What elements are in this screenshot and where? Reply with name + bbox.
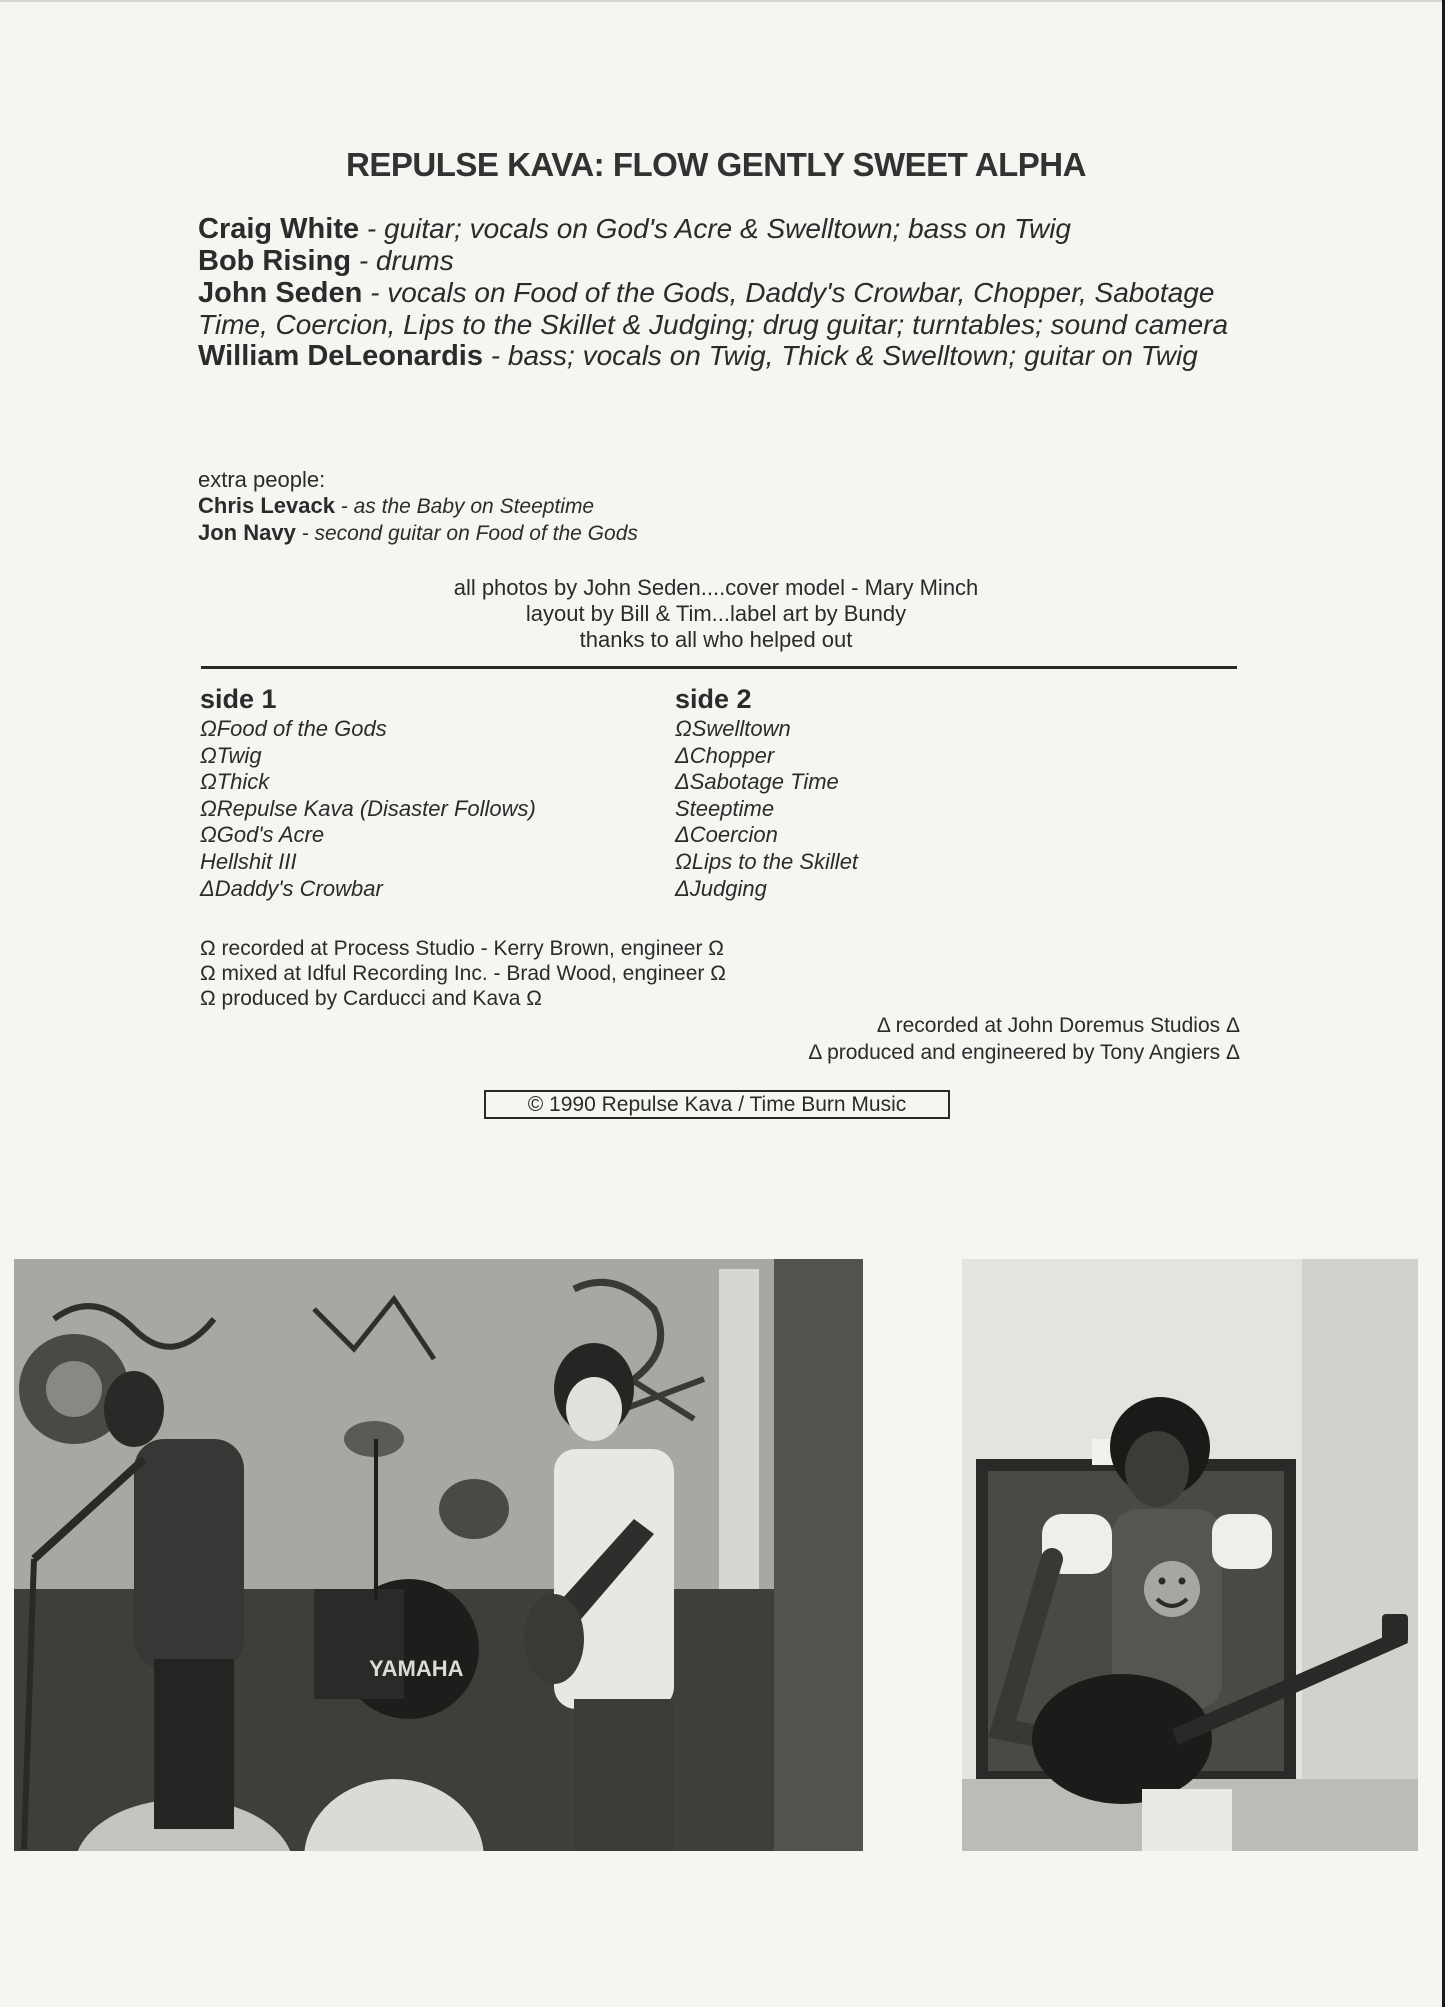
album-title: REPULSE KAVA: FLOW GENTLY SWEET ALPHA <box>346 146 1086 183</box>
extra-name: Jon Navy <box>198 520 296 545</box>
note-line: Δ recorded at John Doremus Studios Δ <box>876 1014 1240 1037</box>
drum-brand-text: YAMAHA <box>369 1656 464 1681</box>
note-line: Ω mixed at Idful Recording Inc. - Brad Wood, engineer Ω <box>200 962 726 985</box>
track-item: ΔDaddy's Crowbar <box>200 875 383 901</box>
credit-line: layout by Bill & Tim...label art by Bundy <box>525 601 907 626</box>
credit-line: thanks to all who helped out <box>579 627 853 652</box>
track-item: ΔChopper <box>675 742 775 768</box>
band-credits <box>198 213 1258 372</box>
track-item: ΩRepulse Kava (Disaster Follows) <box>200 795 536 821</box>
track-item: ΩLips to the Skillet <box>675 848 859 874</box>
member-credit <box>198 340 1258 372</box>
member-name: Craig White <box>198 213 360 245</box>
band-live-photo-drawing <box>14 1259 863 1851</box>
member-name: William DeLeonardis <box>198 340 483 372</box>
member-credit <box>198 213 1258 245</box>
track-item: ΔCoercion <box>675 822 778 848</box>
extra-people <box>198 467 1098 547</box>
member-role: - drums <box>351 245 454 276</box>
extra-credit <box>198 493 1098 520</box>
extra-role: - second guitar on Food of the Gods <box>295 522 638 545</box>
guitarist-photo <box>962 1259 1418 1851</box>
member-role: - vocals on Food of the Gods, Daddy's Crowbar, Chopper, Sabotage Time, Coercion, Lips to the Skillet & Judging; drug guitar; turntables; sound camera <box>198 277 1229 340</box>
track-item: Hellshit III <box>200 848 297 874</box>
recording-notes-delta <box>640 1012 1240 1066</box>
member-name: John Seden <box>198 277 363 309</box>
track-item: Steeptime <box>675 795 775 821</box>
extra-role: - as the Baby on Steeptime <box>334 495 595 518</box>
track-item: ΔJudging <box>675 875 767 901</box>
credit-line: all photos by John Seden....cover model - Mary Minch <box>453 575 979 600</box>
photo-layout-credits <box>0 575 1432 653</box>
note-line: Ω recorded at Process Studio - Kerry Brown, engineer Ω <box>200 937 724 960</box>
extra-name: Chris Levack <box>198 493 335 518</box>
extra-credit <box>198 520 1098 547</box>
divider-rule <box>201 666 1237 669</box>
track-item: ΔSabotage Time <box>675 769 839 795</box>
member-credit <box>198 245 1258 277</box>
side-2-tracklist <box>675 684 1115 902</box>
track-item: ΩThick <box>200 769 270 795</box>
member-role: - bass; vocals on Twig, Thick & Swelltown; guitar on Twig <box>482 340 1198 371</box>
side-title: side 1 <box>200 684 277 714</box>
member-role: - guitar; vocals on God's Acre & Swelltown; bass on Twig <box>359 213 1071 244</box>
track-item: ΩSwelltown <box>675 716 791 741</box>
extra-people-heading: extra people: <box>198 467 326 492</box>
member-credit <box>198 277 1258 340</box>
note-line: Ω produced by Carducci and Kava Ω <box>200 987 542 1010</box>
guitarist-photo-drawing <box>962 1259 1418 1851</box>
track-item: ΩGod's Acre <box>200 822 325 848</box>
recording-notes-omega <box>200 936 900 1011</box>
copyright-box: © 1990 Repulse Kava / Time Burn Music <box>484 1090 950 1119</box>
track-item: ΩTwig <box>200 742 262 768</box>
track-item: ΩFood of the Gods <box>200 716 387 741</box>
member-name: Bob Rising <box>198 245 352 277</box>
page-top-edge <box>0 0 1445 2</box>
band-live-photo <box>14 1259 863 1851</box>
note-line: Δ produced and engineered by Tony Angiers Δ <box>808 1041 1240 1064</box>
side-1-tracklist <box>200 684 640 902</box>
side-title: side 2 <box>675 684 752 714</box>
